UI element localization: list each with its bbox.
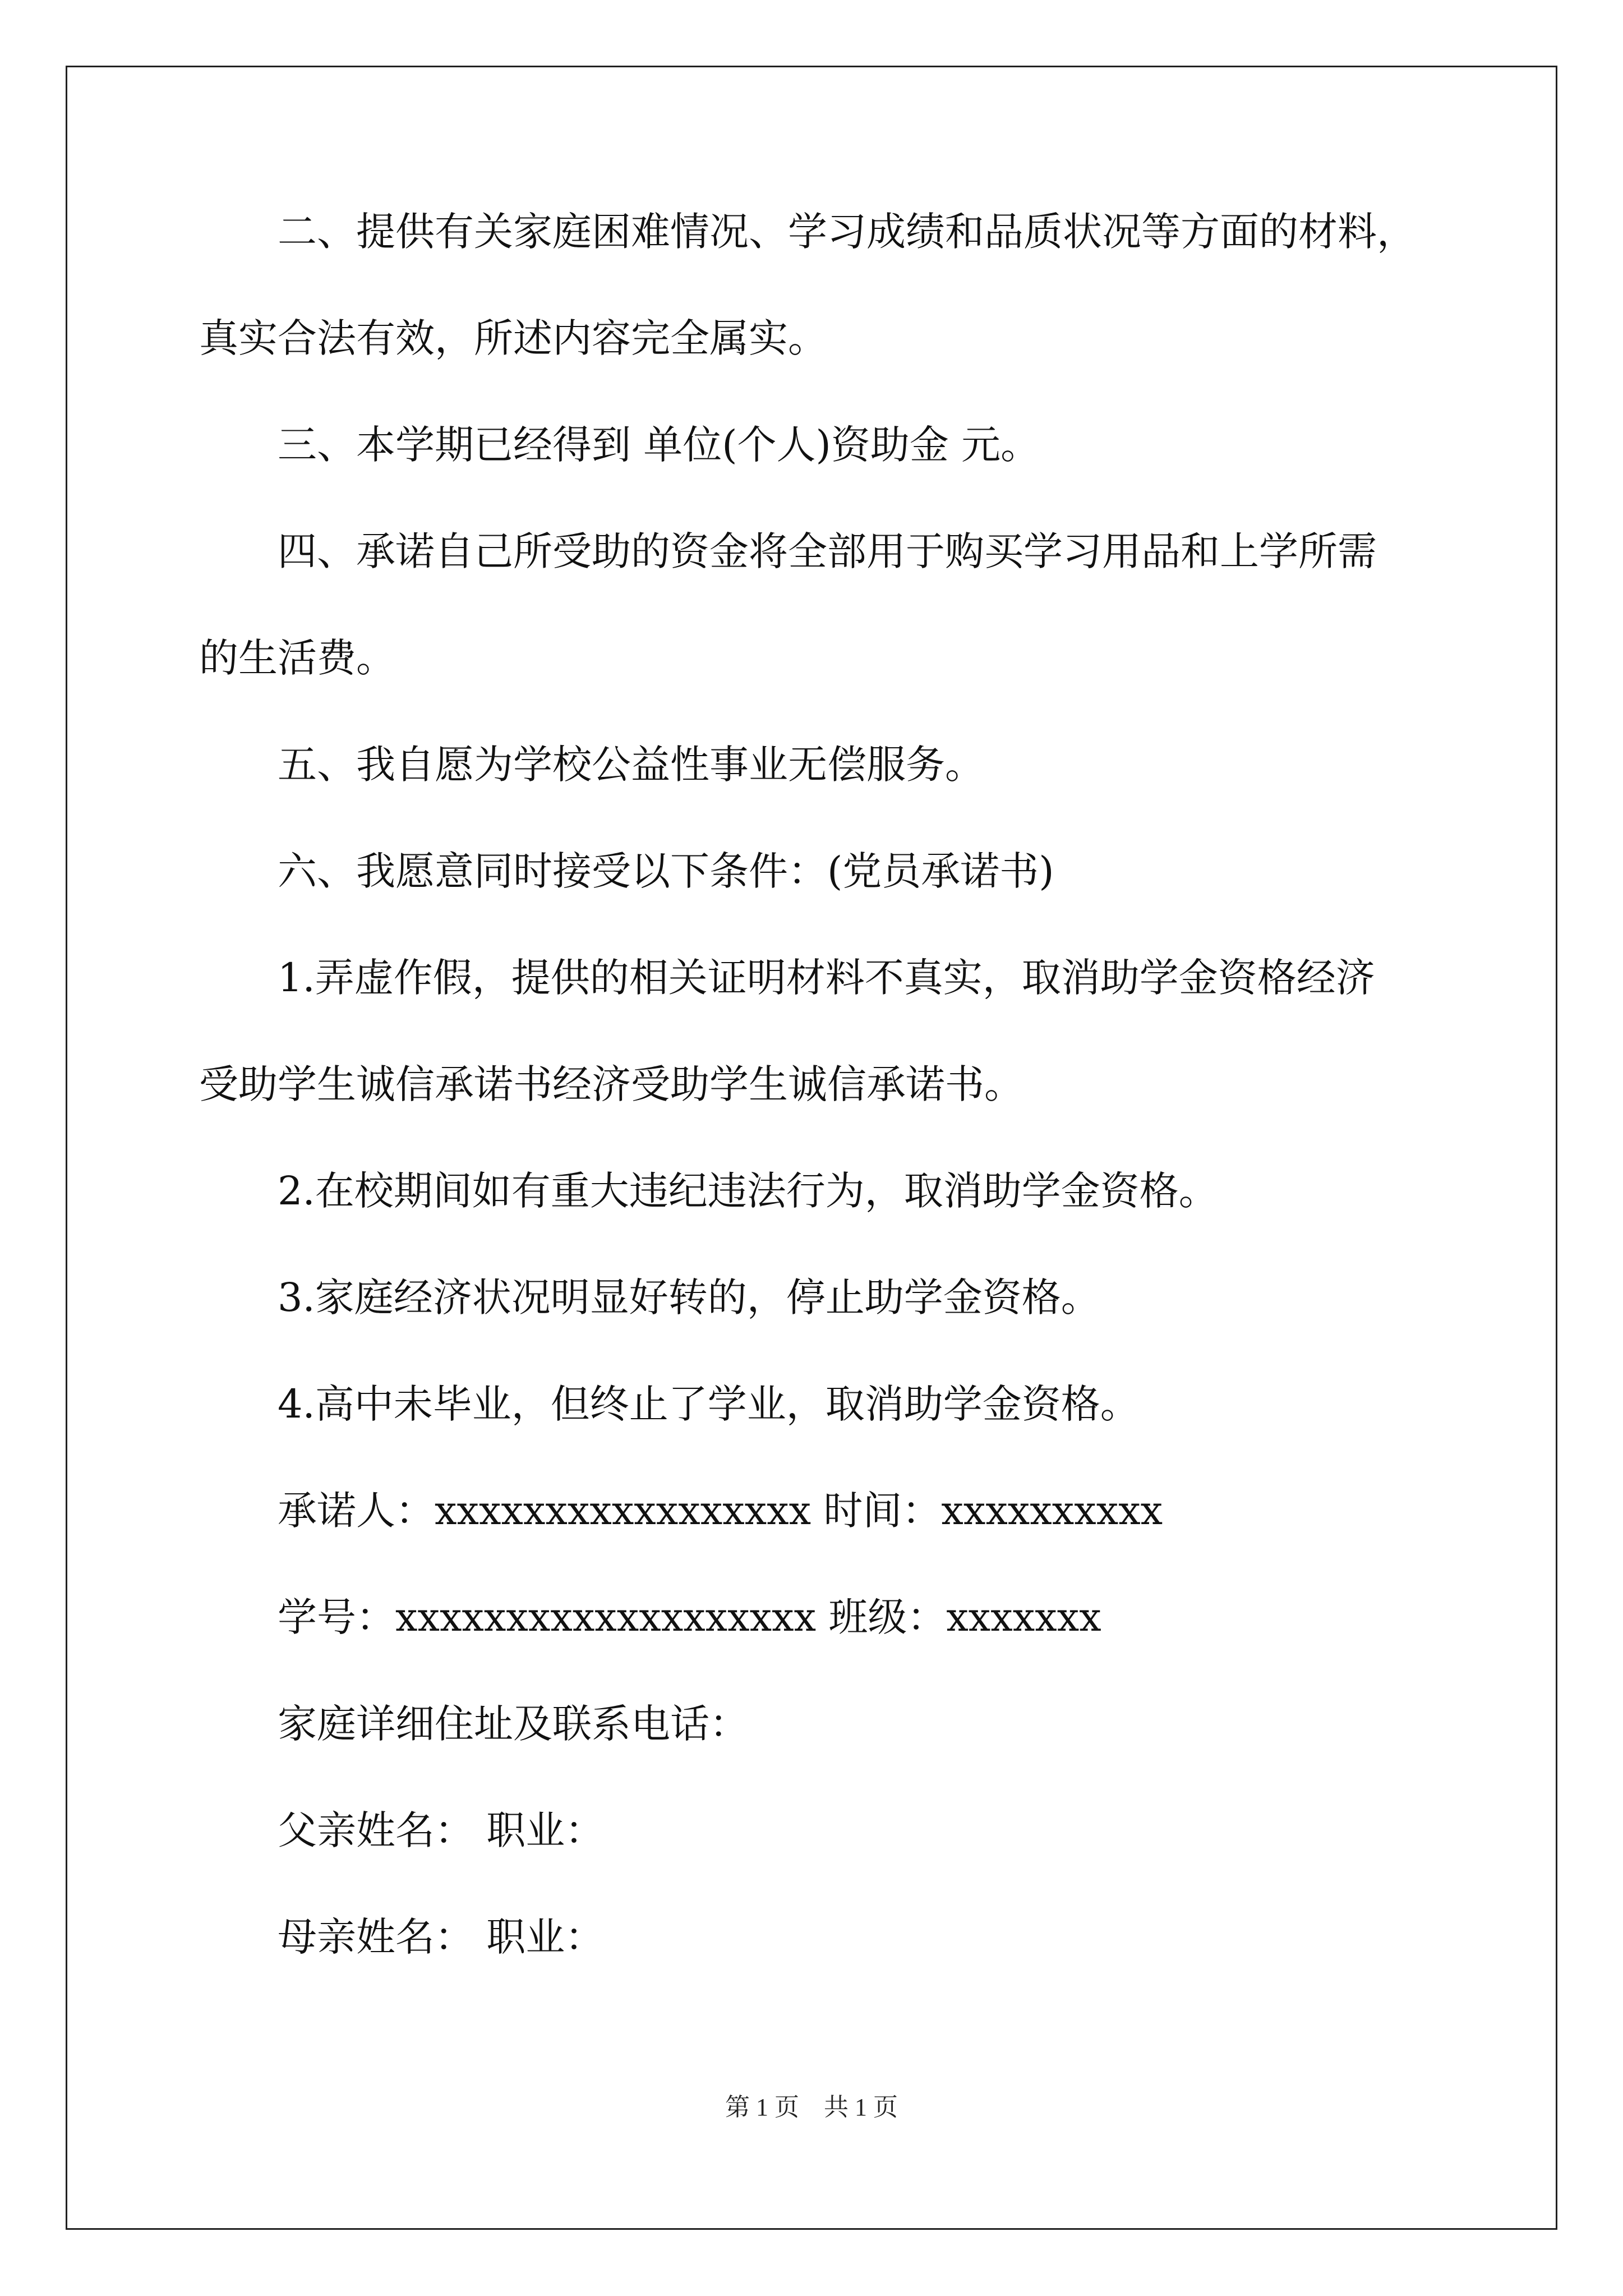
paragraph-4-line-2: 的生活费。 — [199, 635, 395, 681]
paragraph-3: 三、本学期已经得到 单位(个人)资助金 元。 — [199, 422, 1040, 468]
paragraph-4-line-1: 四、承诺自己所受助的资金将全部用于购买学习用品和上学所需 — [199, 528, 1377, 574]
father-line: 父亲姓名： 职业： — [199, 1807, 605, 1853]
paragraph-5: 五、我自愿为学校公益性事业无偿服务。 — [199, 742, 984, 788]
condition-1-line-1: 1.弄虚作假，提供的相关证明材料不真实，取消助学金资格经济 — [199, 955, 1375, 1001]
condition-2: 2.在校期间如有重大违纪违法行为，取消助学金资格。 — [199, 1168, 1218, 1214]
paragraph-2-line-1: 二、提供有关家庭困难情况、学习成绩和品质状况等方面的材料， — [199, 209, 1416, 255]
condition-3: 3.家庭经济状况明显好转的，停止助学金资格。 — [199, 1274, 1100, 1320]
condition-4: 4.高中未毕业，但终止了学业，取消助学金资格。 — [199, 1381, 1140, 1427]
promisor-date-line: 承诺人：xxxxxxxxxxxxxxxxx 时间：xxxxxxxxxx — [199, 1488, 1163, 1534]
paragraph-2-line-2: 真实合法有效，所述内容完全属实。 — [199, 315, 827, 361]
paragraph-6: 六、我愿意同时接受以下条件：(党员承诺书) — [199, 848, 1054, 894]
mother-line: 母亲姓名： 职业： — [199, 1914, 605, 1960]
address-phone-line: 家庭详细住址及联系电话： — [199, 1701, 749, 1747]
page-footer: 第 1 页 共 1 页 — [725, 2093, 898, 2121]
condition-1-line-2: 受助学生诚信承诺书经济受助学生诚信承诺书。 — [199, 1061, 1023, 1107]
page-border — [66, 66, 1557, 2230]
student-id-class-line: 学号：xxxxxxxxxxxxxxxxxxx 班级：xxxxxxx — [199, 1594, 1101, 1640]
